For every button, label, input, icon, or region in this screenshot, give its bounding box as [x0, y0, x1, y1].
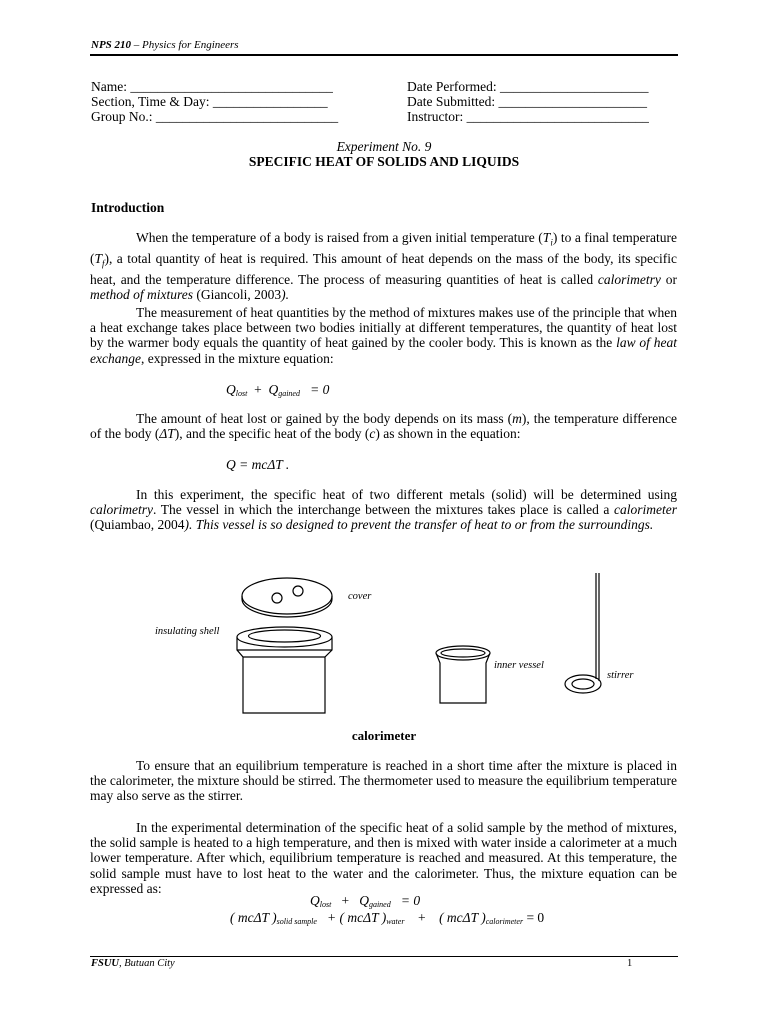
paragraph-6: In the experimental determination of the specific heat of a solid sample by the method of mixtures, the solid sample is heated to a high temperature, and then is mixed with water inside a calorimeter at a much lower temperature. After which, equilibrium temperature is reached and measured. At this temperature, the solid sample must have to lost heat to the water and the calorimeter. Thus, the mixture equation can be expressed as: [90, 820, 677, 896]
paragraph-1: When the temperature of a body is raised from a given initial temperature $(T_i)$ to a final temperature $(T_f)$, a total quantity of heat is required. This amount of heat depends on the mass of the body, its specific heat, and the temperature difference. The process of measuring quantities of heat is called calorimetry or method of mixtures (Giancoli, 2003). [90, 230, 677, 302]
course-code: NPS 210 [91, 39, 132, 51]
expanded-mixture-equation: ( mcΔT )$_{solid sample}$ + ( mcΔT )$_{water}$ + ( mcΔT )$_{calorimeter} = 0$ [230, 910, 545, 926]
insulating-shell [237, 627, 332, 713]
section-field: Section, Time & Day: _________________ [91, 94, 328, 109]
date-submitted-field: Date Submitted: ______________________ [407, 94, 647, 109]
insulating-shell-label: insulating shell [155, 626, 220, 637]
inner-vessel-label: inner vessel [494, 660, 544, 671]
footer-rule [90, 956, 678, 957]
experiment-number: Experiment No. 9 [336, 139, 432, 154]
footer-institution: FSUU, Butuan City [91, 958, 175, 969]
cover-label: cover [348, 591, 372, 602]
page-number: 1 [627, 958, 633, 969]
cover-lid [242, 578, 332, 617]
paragraph-5: To ensure that an equilibrium temperature is reached in a short time after the mixture is placed in the calorimeter, the mixture should be stirred. The thermometer used to measure the equilibrium temperature may also serve as the stirrer. [90, 758, 678, 804]
intro-heading: Introduction [91, 200, 165, 215]
stirrer-rod [565, 573, 601, 693]
inner-vessel [436, 646, 490, 703]
group-field: Group No.: ___________________________ [91, 109, 339, 124]
course-title: – Physics for Engineers [131, 39, 239, 51]
experiment-title: SPECIFIC HEAT OF SOLIDS AND LIQUIDS [248, 154, 520, 169]
paragraph-2: The measurement of heat quantities by the method of mixtures makes use of the principle that when a heat exchange takes place between two bodies initially at different temperatures, the quantity of heat lost by the warmer body equals the quantity of heat gained by the cooler body. This is known as the law of heat exchange, expressed in the mixture equation: [90, 305, 677, 366]
name-field: Name: ______________________________ [91, 79, 333, 94]
mixture-equation-2: $Q_{lost} + Q_{gained} = 0$ [310, 893, 421, 909]
figure-caption: calorimeter [351, 728, 417, 743]
paragraph-4: In this experiment, the specific heat of two different metals (solid) will be determined using calorimetry. The vessel in which the interchange between the mixtures takes place is called a calorimeter (Quiambao, 2004). This vessel is so designed to prevent the transfer of heat to or from the surroundings. [90, 487, 677, 533]
date-performed-field: Date Performed: ______________________ [407, 79, 649, 94]
instructor-field: Instructor: ___________________________ [407, 109, 649, 124]
stirrer-label: stirrer [607, 670, 634, 681]
mixture-equation: $Q_{lost} + Q_{gained} = 0$ [226, 382, 330, 398]
heat-equation: Q = mcΔT . [226, 457, 290, 472]
paragraph-3: The amount of heat lost or gained by the body depends on its mass (m), the temperature difference of the body (ΔT), and the specific heat of the body (c) as shown in the equation: [90, 411, 677, 442]
